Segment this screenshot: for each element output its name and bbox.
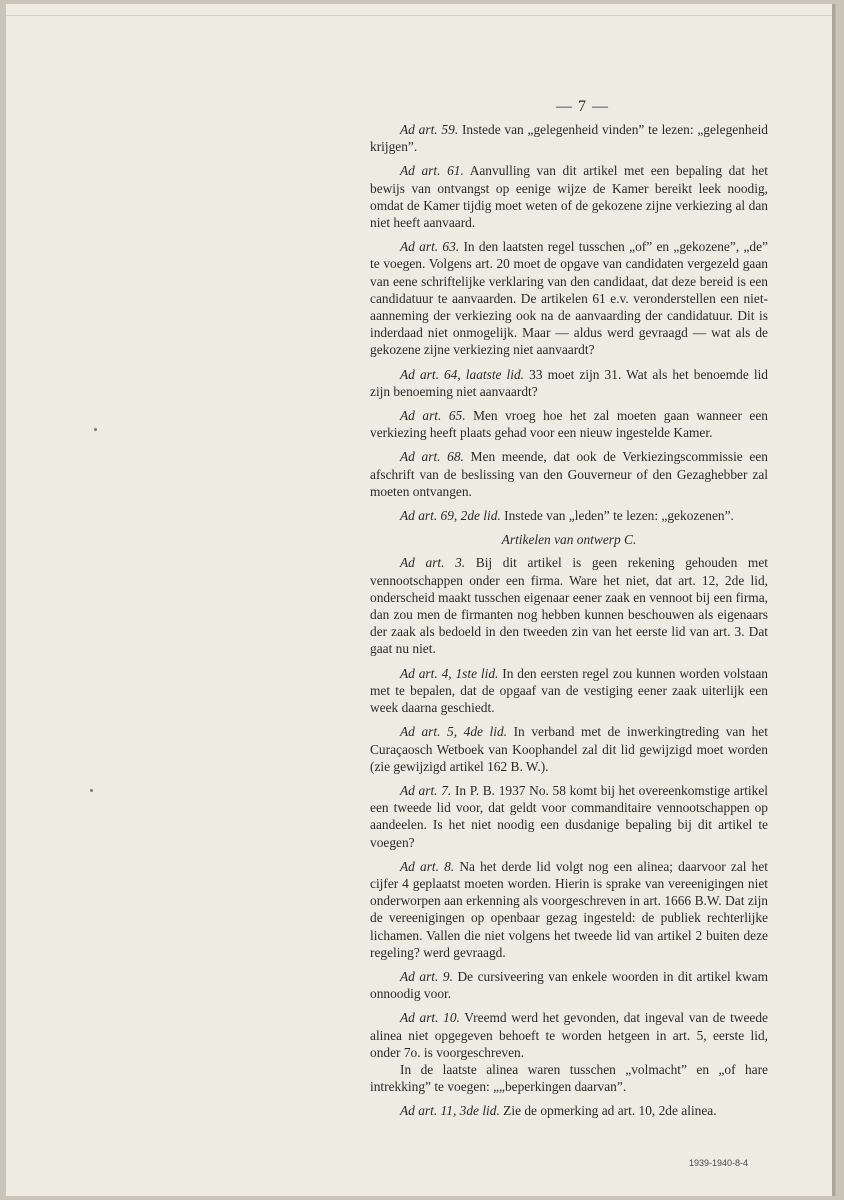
article-reference: Ad art. 10. (400, 1010, 460, 1026)
paragraph-text: Men vroeg hoe het zal moeten gaan wanneer een verkiezing heeft plaats gehad voor een nieuw ingestelde Kamer. (370, 408, 768, 441)
paragraph-text: Instede van „gelegenheid vinden” te lezen: „gelegenheid krijgen”. (370, 122, 768, 155)
article-reference: Ad art. 11, 3de lid. (400, 1103, 500, 1119)
article-reference: Ad art. 59. (400, 122, 459, 137)
paragraph-text: Na het derde lid volgt nog een alinea; daarvoor zal het cijfer 4 geplaatst moeten worden. Hierin is sprake van vereenigingen niet onderworpen aan erkenning als voorgeschreven in art. 1666 B.W. Dat zijn de vereenigingen op openbaar gezag ingesteld: de publiek rechterlijke lichamen. Vallen die niet volgens het tweede lid van artikel 2 buiten deze regeling? werd gevraagd. (370, 858, 768, 960)
paragraph-text: De cursiveering van enkele woorden in dit artikel kwam onnoodig voor. (370, 968, 769, 1002)
paragraph (370, 723, 768, 775)
paragraph (370, 968, 768, 1002)
paragraph (370, 407, 768, 441)
paragraph (370, 238, 768, 358)
punch-mark (94, 428, 97, 431)
paragraph-text: In verband met de inwerkingtreding van het Curaçaosch Wetboek van Koophandel zal dit lid gewijzigd moet worden (zie gewijzigd artikel 162 B. W.). (370, 724, 768, 774)
page-number: — 7 — (556, 98, 609, 115)
article-reference: Ad art. 68. (400, 449, 464, 465)
document-body (370, 121, 768, 1127)
paragraph-text: In den eersten regel zou kunnen worden volstaan met te bepalen, dat de opgaaf van de vestiging eener zaak uiterlijk een week daarna geschiedt. (370, 665, 768, 716)
article-reference: Ad art. 64, laatste lid. (400, 366, 525, 382)
article-reference: Ad art. 3. (400, 555, 466, 571)
paragraph-text: 33 moet zijn 31. Wat als het benoemde lid zijn benoeming niet aanvaardt? (370, 366, 769, 399)
paragraph-text: In P. B. 1937 No. 58 komt bij het overeenkomstige artikel een tweede lid voor, dat geldt voor commanditaire vennootschappen op aandeelen. Is het niet noodig een dusdanige bepaling bij dit artikel te voegen? (370, 782, 768, 850)
article-reference: Ad art. 8. (400, 858, 455, 874)
paragraph (370, 507, 768, 524)
article-reference: Ad art. 63. (400, 239, 460, 255)
paragraph (370, 858, 768, 961)
paragraph-text: In de laatste alinea waren tusschen „volmacht” en „of hare intrekking” te voegen: „„beperkingen daarvan”. (370, 1061, 768, 1095)
paragraph-text: Zie de opmerking ad art. 10, 2de alinea. (503, 1103, 717, 1119)
article-reference: Ad art. 5, 4de lid. (400, 724, 508, 740)
paragraph-text: Vreemd werd het gevonden, dat ingeval van de tweede alinea niet opgegeven behoeft te worden hetgeen in art. 5, eerste lid, onder 7o. is voorgeschreven. (370, 1010, 768, 1060)
paragraph (370, 1009, 768, 1061)
paragraph (370, 1061, 768, 1095)
paragraph (370, 665, 768, 717)
article-reference: Ad art. 9. (400, 968, 453, 984)
paragraph (370, 366, 768, 400)
paragraph-text: Instede van „leden” te lezen: „gekozenen”. (504, 508, 734, 524)
paragraph (370, 448, 768, 500)
paragraph-text: Men meende, dat ook de Verkiezingscommissie een afschrift van de beslissing van den Gouverneur of den Gezaghebber zal moeten ontvangen. (370, 449, 768, 499)
article-reference: Ad art. 4, 1ste lid. (400, 665, 499, 681)
section-heading: Artikelen van ontwerp C. (501, 532, 637, 548)
article-reference: Ad art. 69, 2de lid. (400, 508, 501, 524)
punch-mark (90, 789, 93, 792)
article-reference: Ad art. 65. (400, 408, 466, 424)
paragraph-text: Bij dit artikel is geen rekening gehouden met vennootschappen onder een firma. Ware het niet, dat art. 12, 2de lid, onderscheid maakt tusschen eigenaar eener zaak en vennoot bij een firma, dan zou men de firmanten nog hebben kunnen beschouwen als eigenaars der zaak als bedoeld in den tweeden zin van het eerste lid van art. 3. Dat gaat nu niet. (370, 555, 768, 657)
paragraph (370, 162, 768, 231)
paragraph (370, 782, 768, 851)
paragraph-text: In den laatsten regel tusschen „of” en „gekozene”, „de” te voegen. Volgens art. 20 moet de opgave van candidaten vergezeld gaan van eene schriftelijke verklaring van den candidaat, dat deze bereid is een candidatuur te aanvaarden. De artikelen 61 e.v. veronderstellen een niet-aanneming der verkiezing ook na de aanvaarding der candidatuur. Dit is inderdaad niet onmogelijk. Maar — aldus werd gevraagd — wat als de gekozene zijne verkiezing niet aanvaardt? (370, 239, 768, 358)
article-reference: Ad art. 61. (400, 163, 464, 179)
article-reference: Ad art. 7. (400, 782, 452, 798)
top-rule (6, 15, 832, 16)
paragraph-text: Aanvulling van dit artikel met een bepaling dat het bewijs van ontvangst op eenige wijze de Kamer bereikt leek noodig, omdat de Kamer tijdig moet weten of de gekozene zijne verkiezing al dan niet heeft aanvaard. (370, 163, 768, 231)
paragraph (370, 554, 768, 657)
paragraph (370, 121, 768, 155)
footer-code: 1939-1940-8-4 (689, 1158, 749, 1168)
paragraph (370, 1102, 768, 1119)
